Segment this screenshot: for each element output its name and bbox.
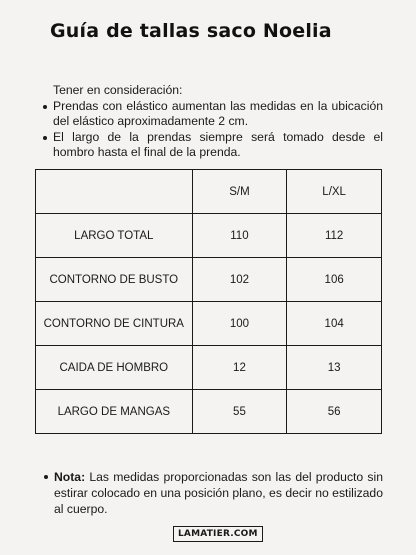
cell-lxl: 56: [287, 390, 382, 434]
cell-lxl: 104: [287, 302, 382, 346]
table-header-row: [36, 170, 382, 214]
header-sm: S/M: [192, 170, 287, 214]
table-row: [36, 302, 382, 346]
row-label: CAIDA DE HOMBRO: [36, 346, 193, 390]
intro-lead: Tener en consideración:: [53, 83, 183, 97]
header-blank: [36, 170, 193, 214]
cell-sm: 110: [192, 214, 287, 258]
cell-sm: 12: [192, 346, 287, 390]
cell-sm: 100: [192, 302, 287, 346]
note-section: [42, 469, 383, 517]
row-label: LARGO DE MANGAS: [36, 390, 193, 434]
intro-section: [41, 83, 383, 161]
cell-lxl: 112: [287, 214, 382, 258]
row-label: CONTORNO DE BUSTO: [36, 258, 193, 302]
header-lxl: L/XL: [287, 170, 382, 214]
row-label: CONTORNO DE CINTURA: [36, 302, 193, 346]
table-row: [36, 346, 382, 390]
cell-sm: 102: [192, 258, 287, 302]
note-bullet: [42, 469, 383, 517]
intro-list: [41, 99, 383, 161]
brand-logo: LAMATIER.COM: [173, 526, 263, 542]
intro-bullet: El largo de la prendas siempre será tomado desde el hombro hasta el final de la prenda.: [41, 130, 383, 161]
note-label: Nota:: [54, 470, 86, 484]
cell-lxl: 106: [287, 258, 382, 302]
page-title: Guía de tallas saco Noelia: [50, 20, 332, 42]
cell-sm: 55: [192, 390, 287, 434]
row-label: LARGO TOTAL: [36, 214, 193, 258]
note-list: [42, 469, 383, 517]
intro-bullet: Prendas con elástico aumentan las medidas en la ubicación del elástico aproximadamente 2 cm.: [41, 99, 383, 130]
table-row: [36, 258, 382, 302]
size-table: [35, 169, 382, 434]
cell-lxl: 13: [287, 346, 382, 390]
table-row: [36, 214, 382, 258]
note-text: Las medidas proporcionadas son las del producto sin estirar colocado en una posición plano, es decir no estilizado al cuerpo.: [54, 470, 383, 516]
table-row: [36, 390, 382, 434]
